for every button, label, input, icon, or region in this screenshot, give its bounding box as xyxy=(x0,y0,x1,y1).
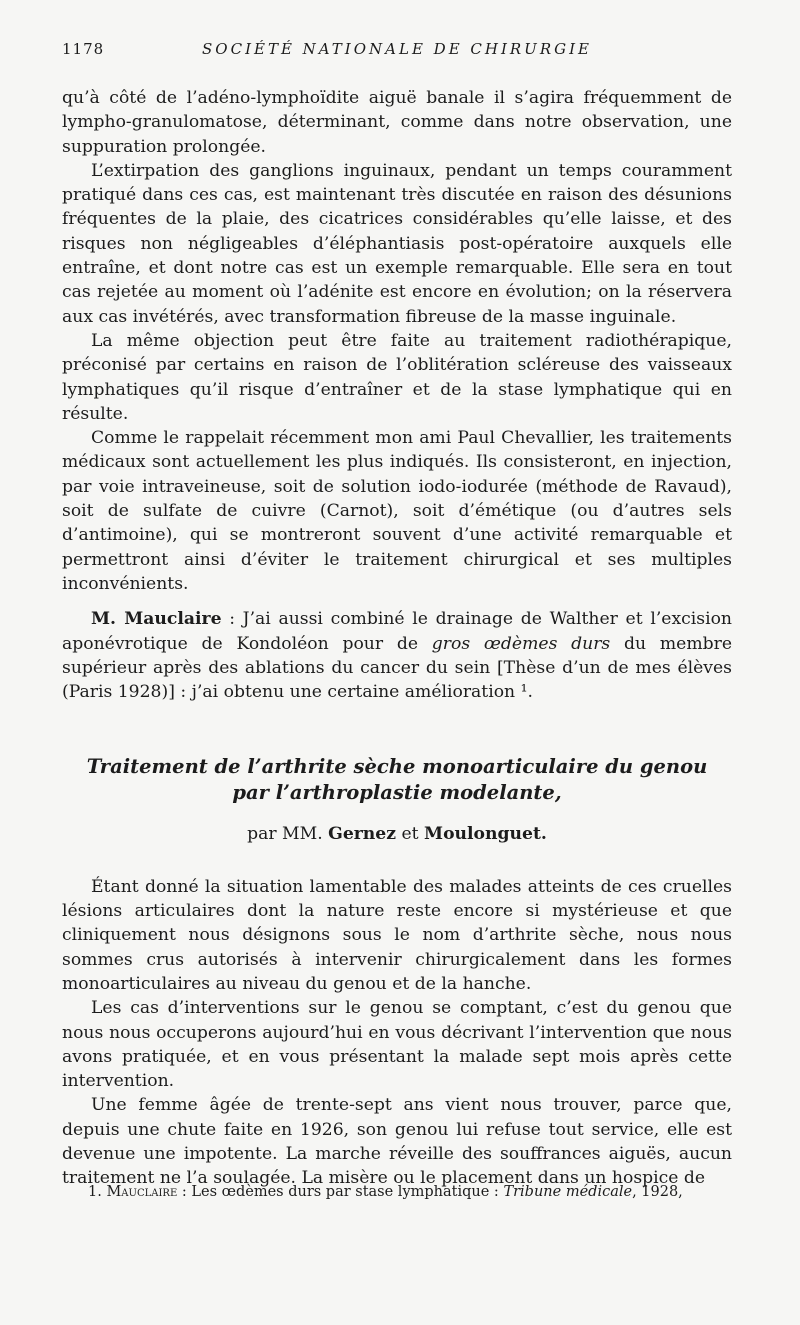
footnote xyxy=(88,1182,738,1202)
journal-title: SOCIÉTÉ NATIONALE DE CHIRURGIE xyxy=(202,40,592,58)
footnote-author: Mauclaire xyxy=(106,1184,178,1200)
author-name: Moulonguet. xyxy=(424,824,547,845)
paragraph: Étant donné la situation lamentable des malades atteints de ces cruelles lésions articulaires dont la nature reste encore si mystérieuse et que cliniquement nous désignons sous le nom d’arthrite sèche, nous nous sommes crus autorisés à intervenir chirurgicalement dans les formes monoarticulaires au niveau du genou et de la hanche. xyxy=(62,876,732,994)
footnote-journal: Tribune médicale xyxy=(503,1184,633,1200)
paragraph: qu’à côté de l’adéno-lymphoïdite aiguë banale il s’agira fréquemment de lympho-granulomatose, déterminant, comme dans notre observation, une suppuration prolongée. xyxy=(62,88,732,157)
footnote-year: , 1928, xyxy=(632,1184,683,1200)
speaker-name: M. Mauclaire xyxy=(91,609,222,630)
page xyxy=(62,40,732,1191)
remark-text-before: : J’ai aussi combiné le drainage de Walther et l’excision aponévrotique de Kondoléon pour de xyxy=(62,609,732,654)
authors-prefix: par MM. xyxy=(247,824,323,845)
page-number: 1178 xyxy=(62,40,105,58)
article-title xyxy=(62,754,732,806)
paragraph: Comme le rappelait récemment mon ami Paul Chevallier, les traitements médicaux sont actuellement les plus indiqués. Ils consisteront, en injection, par voie intraveineuse, soit de solution iodo-iodurée (méthode de Ravaud), soit de sulfate de cuivre (Carnot), soit d’émétique (ou d’autres sels d’antimoine), qui se montreront souvent d’une activité remarquable et permettront ainsi d’éviter le traitement chirurgical et ses multiples inconvénients. xyxy=(62,428,732,594)
body-text xyxy=(62,86,732,1191)
footnote-number: 1. xyxy=(88,1184,102,1200)
author-name: Gernez xyxy=(328,824,397,845)
paragraph: La même objection peut être faite au traitement radiothérapique, préconisé par certains en raison de l’oblitération scléreuse des vaisseaux lymphatiques qu’il risque d’entraîner et de la stase lymphatique qui en résulte. xyxy=(62,330,732,424)
paragraph: L’extirpation des ganglions inguinaux, pendant un temps couramment pratiqué dans ces cas, est maintenant très discutée en raison des désunions fréquentes de la plaie, des cicatrices considérables qu’elle laisse, et des risques non négligeables d’éléphantiasis post-opératoire auxquels elle entraîne, et dont notre cas est un exemple remarquable. Elle sera en tout cas rejetée au moment où l’adénite est encore en évolution; on la réservera aux cas invétérés, avec transformation fibreuse de la masse inguinale. xyxy=(62,160,732,327)
paragraph: Les cas d’interventions sur le genou se comptant, c’est du genou que nous nous occuperons aujourd’hui en vous décrivant l’intervention que nous avons pratiquée, et en vous présentant la malade sept mois après cette intervention. xyxy=(62,998,732,1092)
running-header xyxy=(62,40,732,68)
article-authors xyxy=(62,822,732,846)
article-title-line: Traitement de l’arthrite sèche monoarticulaire du genou xyxy=(86,755,708,779)
footnote-text: : Les œdèmes durs par stase lymphatique : xyxy=(177,1184,504,1200)
authors-and: et xyxy=(401,824,419,845)
article-body xyxy=(62,875,732,1191)
remark-text-after: du membre supérieur après des ablations du cancer du sein [Thèse d’un de mes élèves (Paris 1928)] : j’ai obtenu une certaine amélioration ¹. xyxy=(62,633,733,703)
paragraph: Une femme âgée de trente-sept ans vient nous trouver, parce que, depuis une chute faite en 1926, son genou lui refuse tout service, elle est devenue une impotente. La marche réveille des souffrances aiguës, aucun traitement ne l’a soulagée. La misère ou le placement dans un hospice de xyxy=(62,1095,732,1189)
article-title-line: par l’arthroplastie modelante, xyxy=(232,781,562,805)
remark-italic: gros œdèmes durs xyxy=(431,633,611,654)
mauclaire-remark xyxy=(62,607,732,704)
